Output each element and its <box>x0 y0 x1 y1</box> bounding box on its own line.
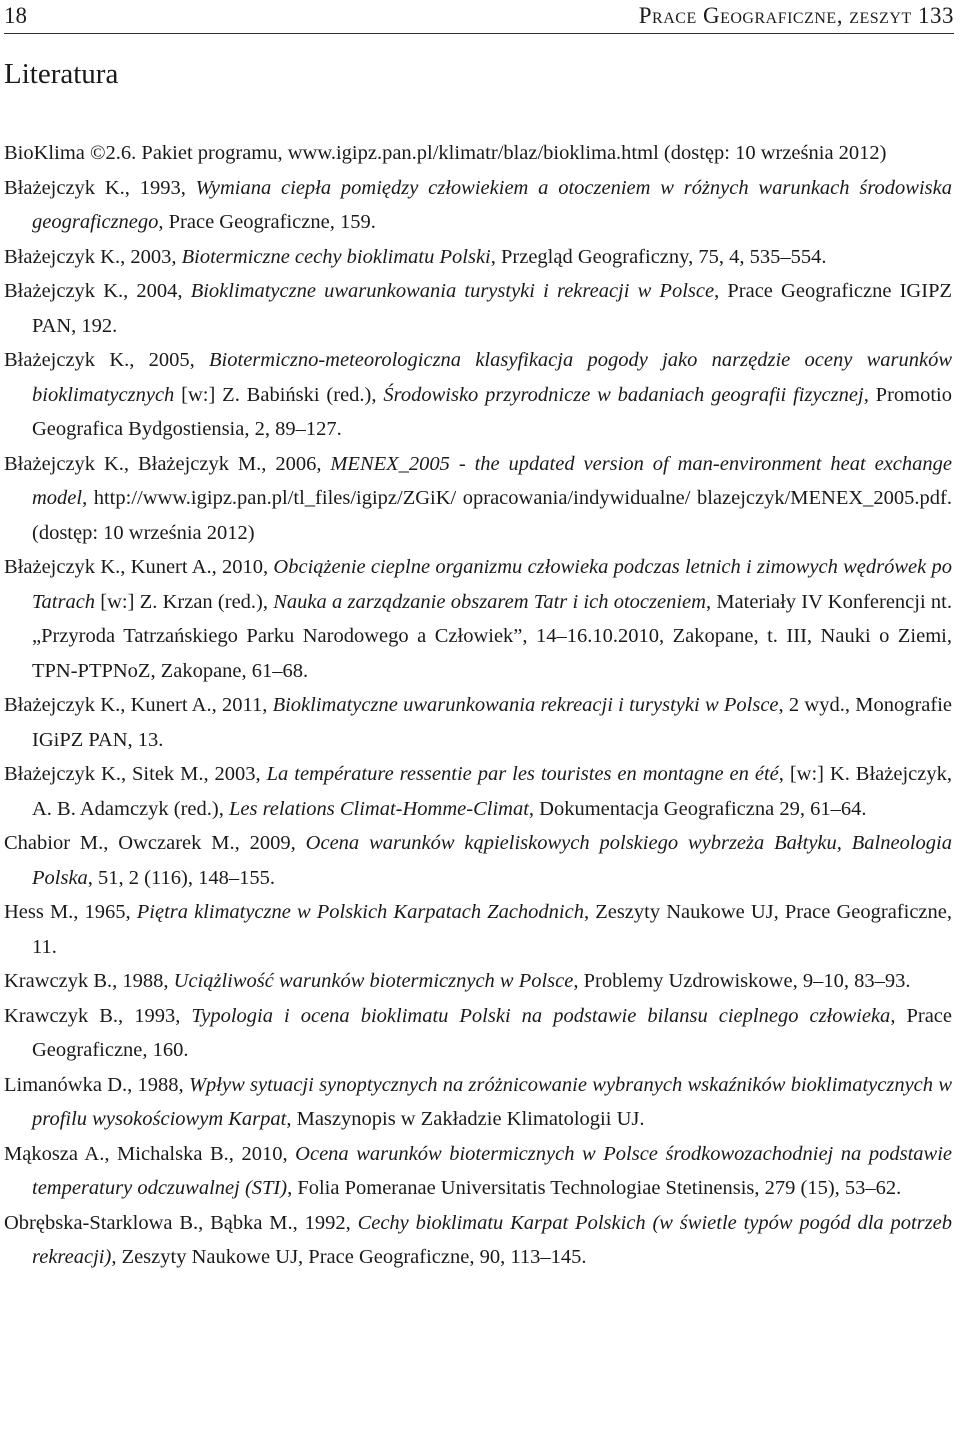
reference-text: [w:] Z. Krzan (red.), <box>95 590 274 613</box>
reference-text: Błażejczyk K., 1993, <box>4 176 196 199</box>
reference-text: , 51, 2 (116), 148–155. <box>87 866 275 889</box>
journal-name: Prace Geograficzne, zeszyt 133 <box>638 3 954 28</box>
reference-entry <box>4 550 952 688</box>
reference-title: Ocena warunków kąpieliskowych polskiego wybrzeża Bałtyku, Balneologia Polska <box>32 832 952 889</box>
reference-entry <box>4 240 952 275</box>
reference-text: , http://www.igipz.pan.pl/tl_files/igipz/ZGiK/ opracowania/indywidualne/ blazejczyk/MENEX_2005.pdf. (dostęp: 10 września 2012) <box>32 487 952 544</box>
reference-title: Wymiana ciepła pomiędzy człowiekiem a otoczeniem w różnych warunkach środowiska geograficznego <box>32 176 952 233</box>
reference-text: , 2 wyd., Monografie IGiPZ PAN, 13. <box>32 694 952 751</box>
reference-entry <box>4 1137 952 1206</box>
reference-entry <box>4 171 952 240</box>
reference-entry <box>4 343 952 447</box>
reference-title: Cechy bioklimatu Karpat Polskich (w świetle typów pogód dla potrzeb rekreacji) <box>32 1211 952 1268</box>
reference-text: Obrębska-Starklowa B., Bąbka M., 1992, <box>4 1211 358 1234</box>
reference-text: Krawczyk B., 1993, <box>4 1004 192 1027</box>
reference-title: MENEX_2005 - the updated version of man-environment heat exchange model <box>32 452 952 509</box>
reference-entry <box>4 136 952 171</box>
reference-text: Mąkosza A., Michalska B., 2010, <box>4 1142 296 1165</box>
reference-text: , Promotio Geografica Bydgostiensia, 2, 89–127. <box>32 383 952 440</box>
reference-title: Obciążenie cieplne organizmu człowieka podczas letnich i zimowych wędrówek po Tatrach <box>32 556 952 613</box>
reference-text: , Prace Geograficzne, 159. <box>158 211 376 233</box>
reference-text: Błażejczyk K., Kunert A., 2011, <box>4 694 273 716</box>
reference-title: Nauka a zarządzanie obszarem Tatr i ich otoczeniem <box>273 590 706 613</box>
reference-title: Uciążliwość warunków biotermicznych w Polsce <box>173 970 574 992</box>
section-title: Literatura <box>4 58 119 90</box>
reference-text: Błażejczyk K., 2003, <box>4 245 182 268</box>
reference-title: Piętra klimatyczne w Polskich Karpatach Zachodnich <box>136 901 584 923</box>
reference-text: Limanówka D., 1988, <box>4 1073 189 1096</box>
reference-entry <box>4 999 952 1068</box>
reference-text: , Folia Pomeranae Universitatis Technologiae Stetinensis, 279 (15), 53–62. <box>287 1177 902 1199</box>
reference-title: Biotermiczne cechy bioklimatu Polski <box>181 245 491 268</box>
reference-text: , Zeszyty Naukowe UJ, Prace Geograficzne, 11. <box>32 901 952 958</box>
reference-entry <box>4 688 952 757</box>
reference-text: , Zeszyty Naukowe UJ, Prace Geograficzne, 90, 113–145. <box>111 1246 587 1268</box>
reference-text: , Materiały IV Konferencji nt. „Przyroda Tatrzańskiego Parku Narodowego a Człowiek”, 14–16.10.2010, Zakopane, t. III, Nauki o Ziemi, TPN-PTPNoZ, Zakopane, 61–68. <box>32 590 952 682</box>
reference-text: , Maszynopis w Zakładzie Klimatologii UJ. <box>286 1108 645 1130</box>
reference-text: Hess M., 1965, <box>4 901 137 923</box>
reference-text: , Problemy Uzdrowiskowe, 9–10, 83–93. <box>573 970 911 992</box>
reference-list <box>4 136 952 1275</box>
reference-text: Błażejczyk K., Kunert A., 2010, <box>4 556 274 578</box>
reference-text: , Prace Geograficzne IGIPZ PAN, 192. <box>32 280 952 337</box>
reference-text: Błażejczyk K., Błażejczyk M., 2006, <box>4 452 331 475</box>
reference-text: , Dokumentacja Geograficzna 29, 61–64. <box>528 797 867 820</box>
reference-text: , Przegląd Geograficzny, 75, 4, 535–554. <box>490 245 827 268</box>
reference-text: , [w:] K. Błażejczyk, A. B. Adamczyk (red.), <box>32 763 952 820</box>
page-number: 18 <box>4 3 27 28</box>
running-header <box>4 0 954 34</box>
reference-text: Błażejczyk K., Sitek M., 2003, <box>4 763 267 785</box>
reference-text: , Prace Geograficzne, 160. <box>32 1004 952 1061</box>
reference-text: Błażejczyk K., 2005, <box>4 349 210 371</box>
reference-text: Chabior M., Owczarek M., 2009, <box>4 832 306 854</box>
reference-title: Środowisko przyrodnicze w badaniach geografii fizycznej <box>383 383 864 406</box>
reference-entry <box>4 447 952 551</box>
reference-text: Krawczyk B., 1988, <box>4 970 174 992</box>
reference-entry <box>4 274 952 343</box>
reference-text: BioKlima ©2.6. Pakiet programu, www.igipz.pan.pl/klimatr/blaz/bioklima.html (dostęp: 10 września 2012) <box>4 142 887 164</box>
reference-title: Typologia i ocena bioklimatu Polski na podstawie bilansu cieplnego człowieka <box>191 1004 891 1027</box>
reference-text: [w:] Z. Babiński (red.), <box>174 383 384 406</box>
reference-entry <box>4 895 952 964</box>
reference-text: Błażejczyk K., 2004, <box>4 280 191 302</box>
reference-title: Les relations Climat-Homme-Climat <box>228 797 529 820</box>
reference-title: Biotermiczno-meteorologiczna klasyfikacja pogody jako narzędzie oceny warunków bioklimatycznych <box>32 349 952 406</box>
reference-title: Bioklimatyczne uwarunkowania turystyki i rekreacji w Polsce <box>190 280 715 302</box>
reference-entry <box>4 1068 952 1137</box>
reference-title: Wpływ sytuacji synoptycznych na zróżnicowanie wybranych wskaźników bioklimatycznych w profilu wysokościowym Karpat <box>32 1073 952 1130</box>
reference-title: Bioklimatyczne uwarunkowania rekreacji i turystyki w Polsce <box>272 694 779 716</box>
reference-title: Ocena warunków biotermicznych w Polsce środkowozachodniej na podstawie temperatury odczuwalnej (STI) <box>32 1142 952 1199</box>
reference-entry <box>4 826 952 895</box>
reference-entry <box>4 1206 952 1275</box>
reference-entry <box>4 964 952 999</box>
reference-title: La température ressentie par les touristes en montagne en été <box>266 763 779 785</box>
reference-entry <box>4 757 952 826</box>
